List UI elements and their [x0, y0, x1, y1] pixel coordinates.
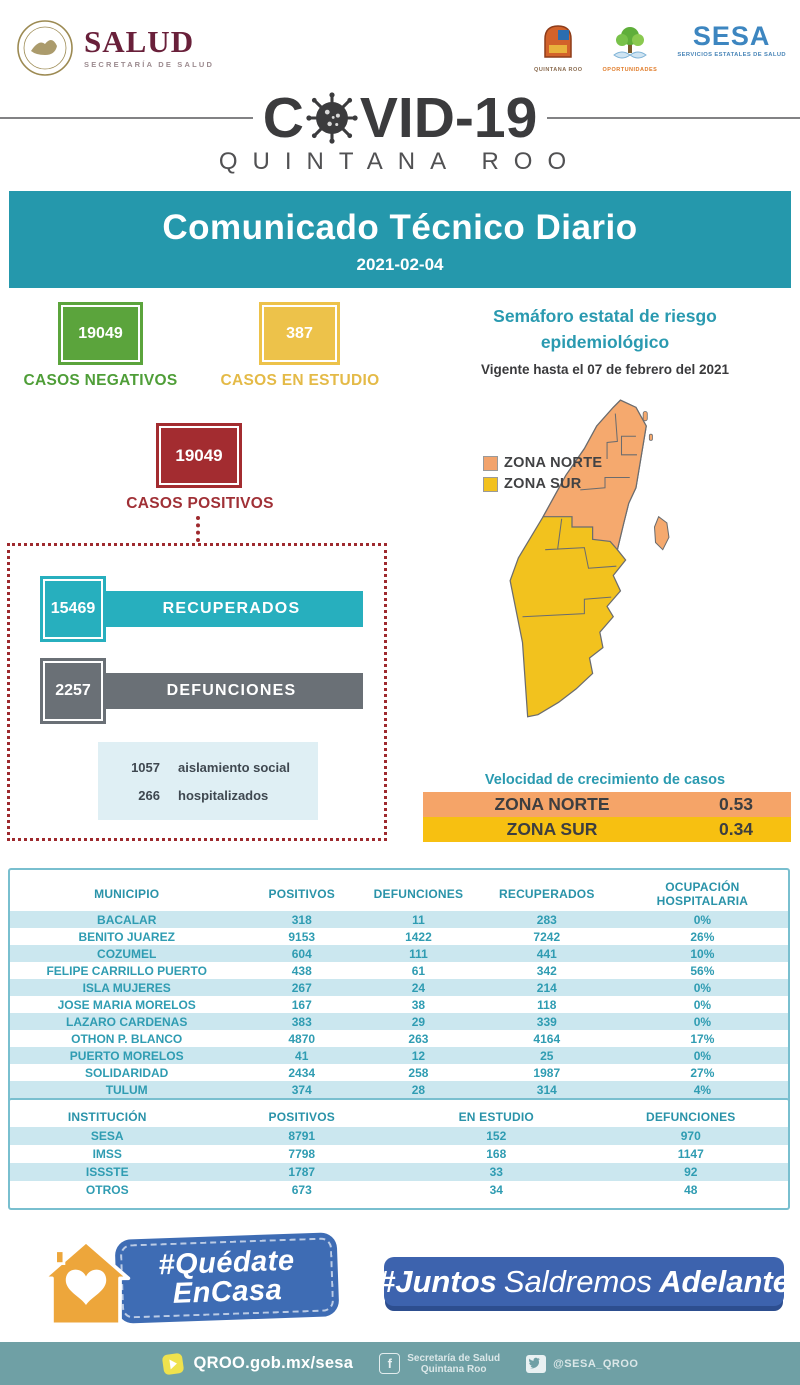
column-header: RECUPERADOS: [499, 887, 595, 901]
qroo-logo-icon: [161, 1352, 185, 1376]
table-cell: 27%: [690, 1065, 715, 1080]
table-cell: 9153: [288, 929, 316, 944]
legend-zona-sur: [483, 476, 602, 492]
oportunidades-logo: [603, 23, 658, 73]
table-cell: 38: [411, 997, 426, 1012]
table-cell: 152: [486, 1129, 507, 1143]
casos-negativos-label: CASOS NEGATIVOS: [23, 372, 178, 389]
table-cell: 7242: [533, 929, 561, 944]
table-cell: 56%: [690, 963, 715, 978]
facebook-line2: Quintana Roo: [420, 1363, 487, 1375]
quintana-roo-shield-icon: [541, 23, 575, 65]
municipios-header-row: [10, 877, 788, 911]
table-cell: 970: [680, 1129, 701, 1143]
covid-title-suffix: VID-19: [359, 86, 538, 150]
box-inner-border: [159, 426, 239, 485]
table-cell: 25: [540, 1048, 554, 1063]
table-cell: 283: [536, 912, 557, 927]
active-cases-detail-box: [98, 742, 318, 820]
quintana-roo-map: [455, 395, 755, 725]
box-inner-border: [43, 579, 103, 639]
casos-positivos-value: 19049: [175, 445, 223, 465]
table-cell: 441: [536, 946, 557, 961]
table-cell: 29: [411, 1014, 426, 1029]
semaforo-title: [420, 303, 790, 355]
dotted-connector: [196, 516, 200, 542]
table-cell: 33: [489, 1165, 503, 1179]
table-row: [10, 1064, 788, 1081]
table-row: [10, 945, 788, 962]
table-cell: FELIPE CARRILLO PUERTO: [46, 963, 207, 978]
sesa-wordmark: SESA: [692, 21, 771, 51]
table-cell: 92: [684, 1165, 698, 1179]
box-inner-border: [262, 305, 337, 362]
table-cell: 214: [536, 980, 557, 995]
table-row: [10, 996, 788, 1013]
zona-sur-swatch: [483, 477, 498, 492]
column-header: INSTITUCIÓN: [67, 1110, 147, 1124]
table-row: [10, 979, 788, 996]
box-inner-border: [61, 305, 140, 362]
quedate-line1: #Quédate: [157, 1244, 296, 1282]
table-cell: JOSE MARIA MORELOS: [57, 997, 196, 1012]
table-row: [10, 1013, 788, 1030]
table-cell: 10%: [690, 946, 715, 961]
legend-zona-norte: [483, 455, 602, 471]
velocidad-sur-value: 0.34: [718, 819, 754, 839]
table-row: [10, 1047, 788, 1064]
table-row: [10, 1163, 788, 1181]
table-cell: BACALAR: [97, 912, 157, 927]
table-cell: ISLA MUJERES: [82, 980, 171, 995]
juntos-part1: #Juntos: [378, 1263, 497, 1299]
table-cell: 118: [537, 997, 557, 1012]
table-row: [10, 962, 788, 979]
velocidad-row-norte: [423, 792, 791, 817]
quedate-en-casa-badge: [115, 1232, 340, 1324]
table-cell: 24: [411, 980, 426, 995]
twitter-handle[interactable]: @SESA_QROO: [553, 1357, 639, 1370]
instituciones-table-container: [8, 1098, 790, 1210]
table-cell: 4870: [288, 1031, 316, 1046]
table-cell: 12: [411, 1048, 426, 1063]
semaforo-title-line2: epidemiológico: [540, 332, 670, 352]
table-cell: 318: [291, 912, 312, 927]
table-cell: 604: [291, 946, 312, 961]
positivos-breakdown-frame: [7, 543, 387, 841]
table-cell: 61: [411, 963, 426, 978]
aislamiento-value: 1057: [131, 759, 160, 775]
table-cell: COZUMEL: [97, 946, 157, 961]
table-cell: 1987: [533, 1065, 561, 1080]
instituciones-table: [10, 1107, 788, 1199]
quintana-roo-caption: QUINTANA ROO: [534, 67, 583, 73]
table-cell: 7798: [288, 1147, 316, 1161]
velocidad-title: Velocidad de crecimiento de casos: [484, 772, 726, 788]
facebook-icon: f: [379, 1353, 400, 1374]
semaforo-valid-until: Vigente hasta el 07 de febrero del 2021: [480, 362, 730, 377]
column-header: POSITIVOS: [268, 887, 335, 901]
sesa-subtitle: SERVICIOS ESTATALES DE SALUD: [677, 52, 786, 58]
table-row: [10, 1127, 788, 1145]
page-header: [0, 8, 800, 88]
table-cell: OTHON P. BLANCO: [71, 1031, 183, 1046]
table-cell: 167: [291, 997, 312, 1012]
oportunidades-caption: OPORTUNIDADES: [602, 67, 658, 73]
casos-positivos-box: [156, 423, 242, 488]
table-row: [10, 1030, 788, 1047]
table-cell: 0%: [693, 1048, 712, 1063]
table-cell: 28: [411, 1082, 426, 1097]
table-cell: 339: [536, 1014, 557, 1029]
state-map-svg: [455, 395, 755, 725]
facebook-line1: Secretaría de Salud: [407, 1352, 501, 1364]
municipios-table-container: [8, 868, 790, 1109]
house-heart-icon: [38, 1236, 134, 1328]
table-row: [10, 911, 788, 928]
municipios-table: [10, 877, 788, 1098]
table-cell: 4%: [693, 1082, 712, 1097]
bulletin-date: 2021-02-04: [356, 255, 444, 274]
table-cell: 8791: [288, 1129, 316, 1143]
table-row: [10, 1145, 788, 1163]
table-cell: 1787: [288, 1165, 316, 1179]
table-row: [10, 928, 788, 945]
map-legend: [483, 455, 602, 492]
table-cell: 383: [291, 1014, 312, 1029]
column-header: DEFUNCIONES: [373, 887, 464, 901]
table-cell: 11: [412, 912, 425, 927]
table-cell: 342: [536, 963, 557, 978]
footer-bar: [0, 1342, 800, 1385]
table-cell: SOLIDARIDAD: [85, 1065, 169, 1080]
table-cell: 0%: [693, 912, 712, 927]
aislamiento-row: [98, 760, 318, 775]
zona-norte-label: ZONA NORTE: [504, 455, 603, 471]
table-cell: 0%: [693, 980, 712, 995]
covid-brand: [0, 88, 800, 184]
bulletin-title: Comunicado Técnico Diario: [162, 208, 638, 247]
twitter-icon: [526, 1355, 546, 1373]
salud-logo: [14, 17, 214, 79]
divider-line-right: [547, 117, 800, 119]
column-header: EN ESTUDIO: [458, 1110, 534, 1124]
aislamiento-label: aislamiento social: [178, 759, 290, 775]
hospitalizados-label: hospitalizados: [178, 787, 269, 803]
table-row: [10, 1081, 788, 1098]
table-cell: LAZARO CARDENAS: [66, 1014, 188, 1029]
box-inner-border: [43, 661, 103, 721]
salud-subtitle: SECRETARÍA DE SALUD: [84, 60, 215, 69]
casos-en-estudio-box: [259, 302, 340, 365]
zona-sur-label: ZONA SUR: [504, 476, 582, 492]
semaforo-title-line1: Semáforo estatal de riesgo: [493, 306, 717, 326]
table-cell: 41: [295, 1048, 309, 1063]
recuperados-value: 15469: [50, 600, 96, 617]
table-cell: 4164: [533, 1031, 561, 1046]
tree-icon: [608, 23, 652, 65]
website-url[interactable]: QROO.gob.mx/sesa: [193, 1354, 354, 1372]
facebook-group[interactable]: [379, 1353, 500, 1375]
website-group[interactable]: [161, 1352, 353, 1376]
table-cell: BENITO JUAREZ: [78, 929, 175, 944]
table-cell: 374: [291, 1082, 312, 1097]
table-cell: 2434: [288, 1065, 316, 1080]
covid-region-subtitle: QUINTANA ROO: [218, 148, 582, 175]
table-cell: 17%: [690, 1031, 715, 1046]
velocidad-norte-value: 0.53: [718, 794, 754, 814]
table-cell: 263: [408, 1031, 429, 1046]
table-cell: ISSSTE: [85, 1165, 129, 1179]
table-cell: PUERTO MORELOS: [69, 1048, 184, 1063]
column-header: MUNICIPIO: [94, 887, 160, 901]
table-cell: 48: [684, 1183, 698, 1197]
table-cell: 267: [291, 980, 312, 995]
virus-icon: [306, 92, 358, 144]
table-cell: 258: [408, 1065, 429, 1080]
table-cell: 0%: [693, 1014, 712, 1029]
casos-positivos-label: CASOS POSITIVOS: [126, 495, 274, 512]
table-cell: 168: [486, 1147, 507, 1161]
table-cell: TULUM: [105, 1082, 148, 1097]
table-row: [10, 1181, 788, 1199]
table-cell: 111: [409, 946, 428, 961]
casos-negativos-value: 19049: [78, 324, 123, 342]
juntos-part2: Saldremos: [503, 1263, 653, 1299]
sesa-logo: [677, 23, 786, 58]
table-cell: 314: [536, 1082, 557, 1097]
table-cell: 1422: [405, 929, 432, 944]
quedate-line2: EnCasa: [172, 1274, 283, 1310]
casos-en-estudio-value: 387: [286, 324, 313, 342]
table-cell: 1147: [677, 1147, 704, 1161]
velocidad-norte-zone: ZONA NORTE: [494, 794, 610, 814]
velocidad-sur-zone: ZONA SUR: [506, 819, 598, 839]
divider-line-left: [0, 117, 253, 119]
table-cell: OTROS: [85, 1183, 129, 1197]
twitter-group[interactable]: [526, 1355, 638, 1373]
casos-en-estudio-label: CASOS EN ESTUDIO: [220, 372, 380, 389]
velocidad-row-sur: [423, 817, 791, 842]
table-cell: 673: [291, 1183, 312, 1197]
table-cell: 0%: [693, 997, 712, 1012]
table-cell: 26%: [690, 929, 715, 944]
instituciones-header-row: [10, 1107, 788, 1127]
gobierno-seal-icon: [14, 17, 76, 79]
zona-norte-swatch: [483, 456, 498, 471]
defunciones-bar: DEFUNCIONES: [100, 673, 363, 709]
column-header: DEFUNCIONES: [645, 1110, 736, 1124]
table-cell: IMSS: [92, 1147, 122, 1161]
defunciones-box: [40, 658, 106, 724]
salud-wordmark: SALUD: [84, 24, 195, 59]
casos-negativos-box: [58, 302, 143, 365]
juntos-part3: Adelante: [659, 1263, 790, 1299]
quintana-roo-logo: [534, 23, 582, 73]
defunciones-value: 2257: [55, 682, 91, 699]
hospitalizados-row: [98, 788, 318, 803]
column-header: POSITIVOS: [268, 1110, 335, 1124]
juntos-saldremos-adelante-badge: [378, 1257, 790, 1306]
table-cell: 438: [291, 963, 312, 978]
table-cell: 34: [489, 1183, 503, 1197]
bulletin-banner: [9, 191, 791, 288]
covid-title-prefix: C: [262, 86, 304, 150]
recuperados-box: [40, 576, 106, 642]
column-header: OCUPACIÓN HOSPITALARIA: [656, 880, 749, 908]
table-cell: SESA: [90, 1129, 124, 1143]
recuperados-bar: RECUPERADOS: [100, 591, 363, 627]
hospitalizados-value: 266: [138, 787, 160, 803]
